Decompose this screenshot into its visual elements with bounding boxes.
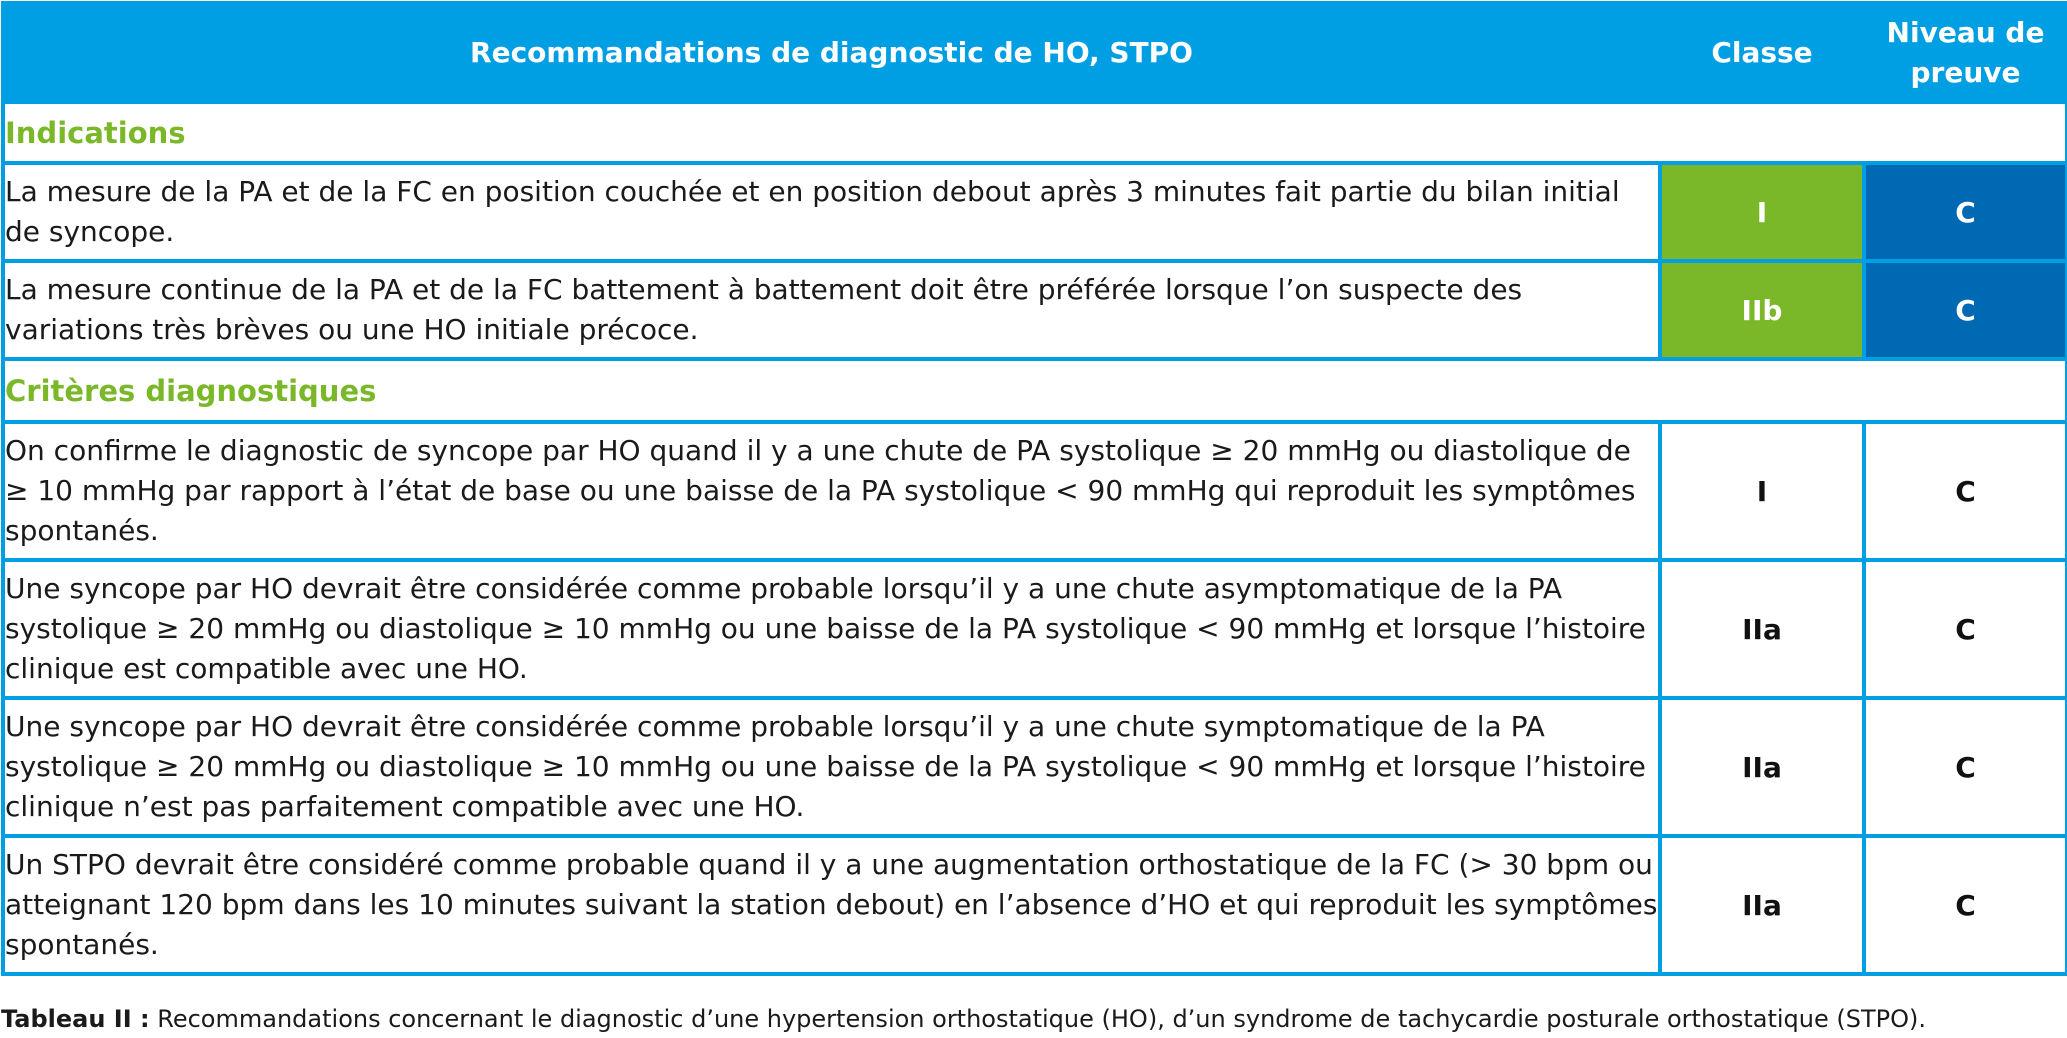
level-value: C xyxy=(1864,836,2067,974)
table-row xyxy=(3,163,2067,261)
class-value: I xyxy=(1660,422,1864,560)
section-row-criteres xyxy=(3,359,2067,422)
level-badge: C xyxy=(1864,163,2067,261)
table-row xyxy=(3,836,2067,974)
recommendation-text: La mesure de la PA et de la FC en position couchée et en position debout après 3 minutes fait partie du bilan initial de syncope. xyxy=(3,163,1660,261)
recommendation-text: Un STPO devrait être considéré comme probable quand il y a une augmentation orthostatique de la FC (> 30 bpm ou atteignant 120 bpm dans les 10 minutes suivant la station debout) en l’absence d’HO et qui reproduit les symptômes spontanés. xyxy=(3,836,1660,974)
table-row xyxy=(3,261,2067,359)
section-row-indications xyxy=(3,102,2067,163)
header-title: Recommandations de diagnostic de HO, STPO xyxy=(3,3,1660,102)
class-value: IIa xyxy=(1660,698,1864,836)
level-value: C xyxy=(1864,560,2067,698)
level-value: C xyxy=(1864,422,2067,560)
header-niveau-line2: preuve xyxy=(1910,55,2021,89)
class-badge: IIb xyxy=(1660,261,1864,359)
table-row xyxy=(3,698,2067,836)
header-classe: Classe xyxy=(1660,3,1864,102)
level-value: C xyxy=(1864,698,2067,836)
recommendation-text: Une syncope par HO devrait être considérée comme probable lorsqu’il y a une chute asymptomatique de la PA systolique ≥ 20 mmHg ou diastolique ≥ 10 mmHg ou une baisse de la PA systolique < 90 mmHg et lorsque l’histoire clinique est compatible avec une HO. xyxy=(3,560,1660,698)
class-badge: I xyxy=(1660,163,1864,261)
class-value: IIa xyxy=(1660,560,1864,698)
header-niveau-line1: Niveau de xyxy=(1886,15,2045,49)
recommendation-text: Une syncope par HO devrait être considérée comme probable lorsqu’il y a une chute symptomatique de la PA systolique ≥ 20 mmHg ou diastolique ≥ 10 mmHg ou une baisse de la PA systolique < 90 mmHg et lorsque l’histoire clinique n’est pas parfaitement compatible avec une HO. xyxy=(3,698,1660,836)
table-row xyxy=(3,422,2067,560)
recommendation-text: On confirme le diagnostic de syncope par HO quand il y a une chute de PA systolique ≥ 20 mmHg ou diastolique de ≥ 10 mmHg par rapport à l’état de base ou une baisse de la PA systolique < 90 mmHg qui reproduit les symptômes spontanés. xyxy=(3,422,1660,560)
header-niveau-de-preuve xyxy=(1864,3,2067,102)
section-title: Indications xyxy=(3,102,2067,163)
caption-label: Tableau II : xyxy=(1,1005,150,1033)
table-row xyxy=(3,560,2067,698)
section-title: Critères diagnostiques xyxy=(3,359,2067,422)
recommendation-text: La mesure continue de la PA et de la FC battement à battement doit être préférée lorsque l’on suspecte des variations très brèves ou une HO initiale précoce. xyxy=(3,261,1660,359)
recommendations-table xyxy=(1,1,2067,976)
caption-text: Recommandations concernant le diagnostic d’une hypertension orthostatique (HO), d’un syndrome de tachycardie posturale orthostatique (STPO). xyxy=(157,1005,1926,1033)
table-caption xyxy=(1,1004,1926,1034)
level-badge: C xyxy=(1864,261,2067,359)
class-value: IIa xyxy=(1660,836,1864,974)
table-header-row xyxy=(3,3,2067,102)
